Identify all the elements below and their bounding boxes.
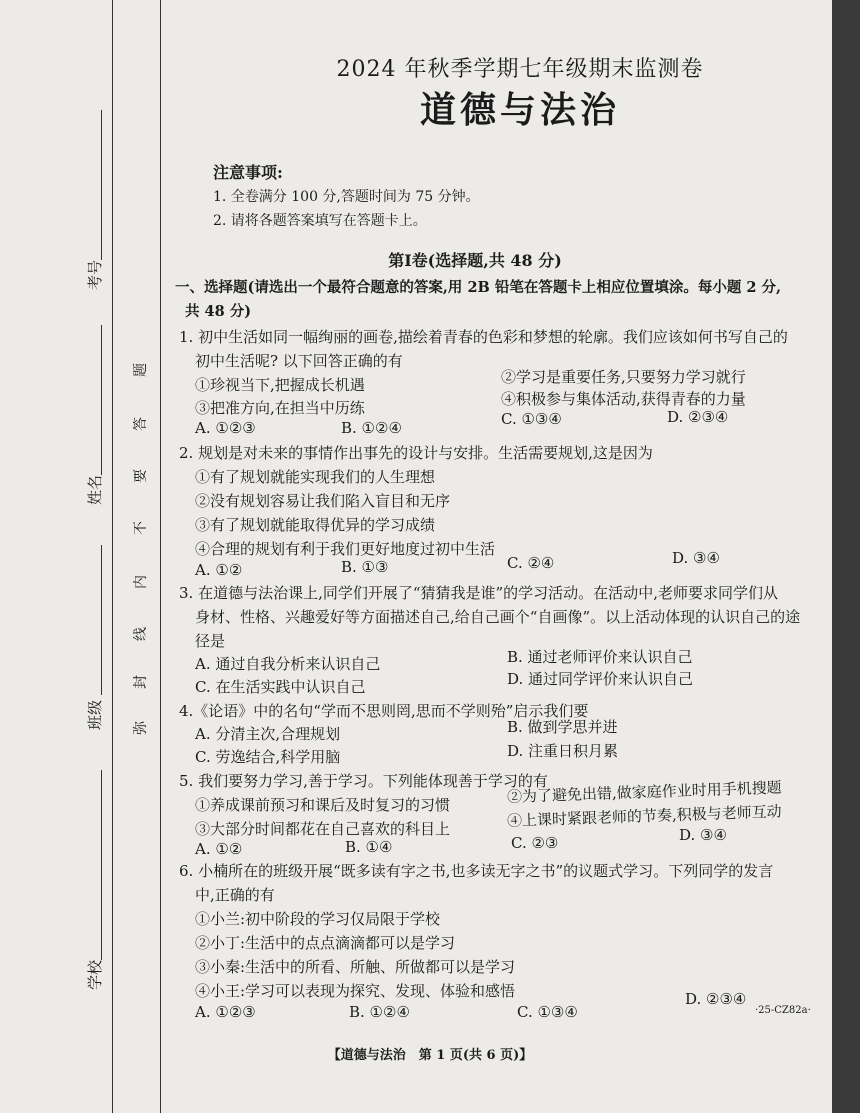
q5-option: ③大部分时间都花在自己喜欢的科目上 — [195, 820, 451, 838]
exam-no-label: 考号 — [86, 259, 104, 290]
q3-choice-d: D. 通过同学评价来认识自己 — [507, 670, 694, 688]
class-line — [101, 545, 102, 695]
q3-stem: 3. 在道德与法治课上,同学们开展了“猜猜我是谁”的学习活动。在活动中,老师要求同学们从 — [179, 584, 778, 602]
q3-choice-c: C. 在生活实践中认识自己 — [195, 678, 366, 696]
q2-option: ①有了规划就能实现我们的人生理想 — [195, 468, 436, 486]
q6-stem: 6. 小楠所在的班级开展“既多读有字之书,也多读无字之书”的议题式学习。下列同学的发言 — [179, 862, 774, 880]
q5-option: ④上课时紧跟老师的节奏,积极与老师互动 — [506, 802, 782, 830]
q2-choice-a: A. ①② — [195, 561, 243, 579]
q1-choice-d: D. ②③④ — [667, 408, 729, 426]
part1-heading: 第Ⅰ卷(选择题,共 48 分) — [388, 251, 562, 270]
q1-option: ②学习是重要任务,只要努力学习就行 — [501, 368, 746, 386]
q6-option: ③小秦:生活中的所看、所触、所做都可以是学习 — [195, 958, 516, 976]
q4-choice-c: C. 劳逸结合,科学用脑 — [195, 748, 341, 766]
binding-line-inner — [160, 0, 161, 1113]
q3-stem: 身材、性格、兴趣爱好等方面描述自己,给自己画个“自画像”。以上活动体现的认识自己的途 — [195, 608, 801, 626]
q2-choice-c: C. ②④ — [507, 554, 555, 572]
binding-line-outer — [112, 0, 113, 1113]
class-label: 班级 — [86, 699, 104, 730]
seal-word: 答 — [133, 417, 149, 431]
q2-stem: 2. 规划是对未来的事情作出事先的设计与安排。生活需要规划,这是因为 — [179, 444, 653, 462]
q5-choice-b: B. ①④ — [345, 838, 393, 856]
paper-code: ·25-CZ82a· — [755, 1005, 811, 1016]
page-footer: 【道德与法治 第 1 页(共 6 页)】 — [327, 1048, 533, 1063]
q1-option: ③把准方向,在担当中历练 — [195, 399, 365, 417]
q4-stem: 4.《论语》中的名句“学而不思则罔,思而不学则殆”启示我们要 — [179, 702, 589, 720]
q2-option: ④合理的规划有利于我们更好地度过初中生活 — [195, 540, 496, 558]
q5-stem: 5. 我们要努力学习,善于学习。下列能体现善于学习的有 — [179, 772, 548, 790]
q6-choice-c: C. ①③④ — [517, 1003, 578, 1021]
school-line — [101, 770, 102, 960]
notice-item: 2. 请将各题答案填写在答题卡上。 — [213, 213, 427, 229]
q1-option: ①珍视当下,把握成长机遇 — [195, 376, 365, 394]
q2-choice-d: D. ③④ — [672, 549, 720, 567]
q6-choice-a: A. ①②③ — [195, 1003, 256, 1021]
q2-option: ②没有规划容易让我们陷入盲目和无序 — [195, 492, 451, 510]
seal-word: 要 — [133, 469, 149, 483]
q1-stem: 1. 初中生活如同一幅绚丽的画卷,描绘着青春的色彩和梦想的轮廓。我们应该如何书写自己的 — [179, 328, 788, 346]
q5-choice-d: D. ③④ — [679, 826, 727, 844]
q3-choice-b: B. 通过老师评价来认识自己 — [507, 648, 693, 666]
seal-word: 内 — [133, 575, 149, 589]
q3-choice-a: A. 通过自我分析来认识自己 — [195, 655, 381, 673]
q1-choice-c: C. ①③④ — [501, 410, 562, 428]
q5-choice-c: C. ②③ — [511, 834, 559, 852]
subject-title: 道德与法治 — [419, 89, 620, 131]
seal-word: 题 — [133, 363, 149, 377]
seal-word: 弥 — [133, 721, 149, 735]
q2-choice-b: B. ①③ — [341, 558, 389, 576]
section-line: 一、选择题(请选出一个最符合题意的答案,用 2B 铅笔在答题卡上相应位置填涂。每小题 2 分, — [175, 279, 782, 296]
exam-title: 2024 年秋季学期七年级期末监测卷 — [336, 57, 704, 82]
q5-option: ①养成课前预习和课后及时复习的习惯 — [195, 796, 451, 814]
exam-no-line — [101, 110, 102, 260]
q1-stem: 初中生活呢? 以下回答正确的有 — [195, 352, 403, 370]
q3-stem: 径是 — [195, 632, 226, 650]
q1-choice-a: A. ①②③ — [195, 419, 256, 437]
notice-item: 1. 全卷满分 100 分,答题时间为 75 分钟。 — [213, 189, 480, 205]
seal-word: 不 — [133, 521, 149, 535]
notice-heading: 注意事项: — [213, 163, 283, 182]
q2-option: ③有了规划就能取得优异的学习成绩 — [195, 516, 436, 534]
q4-choice-a: A. 分清主次,合理规划 — [195, 725, 341, 743]
q4-choice-b: B. 做到学思并进 — [507, 718, 618, 736]
q4-choice-d: D. 注重日积月累 — [507, 742, 619, 760]
q6-option: ①小兰:初中阶段的学习仅局限于学校 — [195, 910, 441, 928]
seal-word: 封 — [133, 675, 149, 689]
name-line — [101, 325, 102, 475]
q6-stem: 中,正确的有 — [195, 886, 275, 904]
q1-choice-b: B. ①②④ — [341, 419, 402, 437]
q6-choice-b: B. ①②④ — [349, 1003, 410, 1021]
q6-option: ④小王:学习可以表现为探究、发现、体验和感悟 — [195, 982, 516, 1000]
q6-option: ②小丁:生活中的点点滴滴都可以是学习 — [195, 934, 456, 952]
name-label: 姓名 — [86, 474, 104, 505]
school-label: 学校 — [86, 959, 104, 990]
section-line: 共 48 分) — [185, 303, 252, 320]
q5-choice-a: A. ①② — [195, 840, 243, 858]
q5-option: ②为了避免出错,做家庭作业时用手机搜题 — [506, 778, 782, 806]
binding-strip — [0, 0, 160, 1113]
q1-option: ④积极参与集体活动,获得青春的力量 — [501, 390, 746, 408]
section-instructions — [175, 276, 805, 324]
seal-word: 线 — [133, 627, 149, 641]
q6-choice-d: D. ②③④ — [685, 990, 747, 1008]
